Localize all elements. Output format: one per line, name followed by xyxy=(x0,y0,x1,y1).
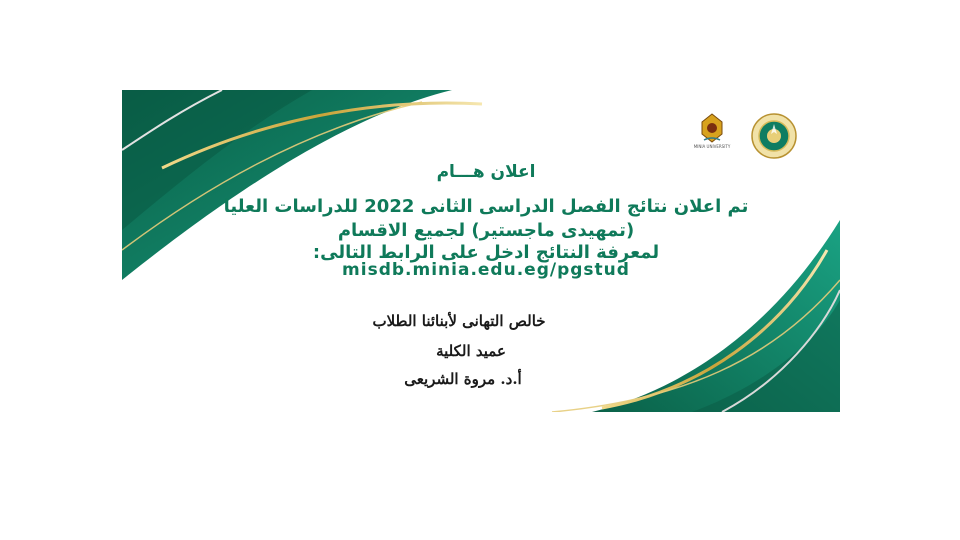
announcement-banner xyxy=(122,90,840,412)
dean-title: عميد الكلية xyxy=(436,342,506,360)
dean-name: أ.د. مروة الشريعى xyxy=(404,370,522,388)
faculty-seal-logo xyxy=(750,112,798,160)
results-link[interactable]: misdb.minia.edu.eg/pgstud xyxy=(342,260,630,280)
announcement-title: اعلان هـــام xyxy=(436,162,536,182)
university-logo-caption: MINIA UNIVERSITY xyxy=(693,144,731,149)
faculty-seal-icon xyxy=(750,112,798,160)
university-crest-icon xyxy=(692,110,732,150)
announcement-line-3: لمعرفة النتائج ادخل على الرابط التالى: xyxy=(312,242,660,263)
announcement-line-1: تم اعلان نتائج الفصل الدراسى الثانى 2022 للدراسات العليا xyxy=(223,196,749,217)
congratulations-text: خالص التهانى لأبنائنا الطلاب xyxy=(372,312,546,330)
minia-university-logo xyxy=(692,110,732,150)
announcement-line-2: (تمهيدى ماجستير) لجميع الاقسام xyxy=(337,220,635,241)
